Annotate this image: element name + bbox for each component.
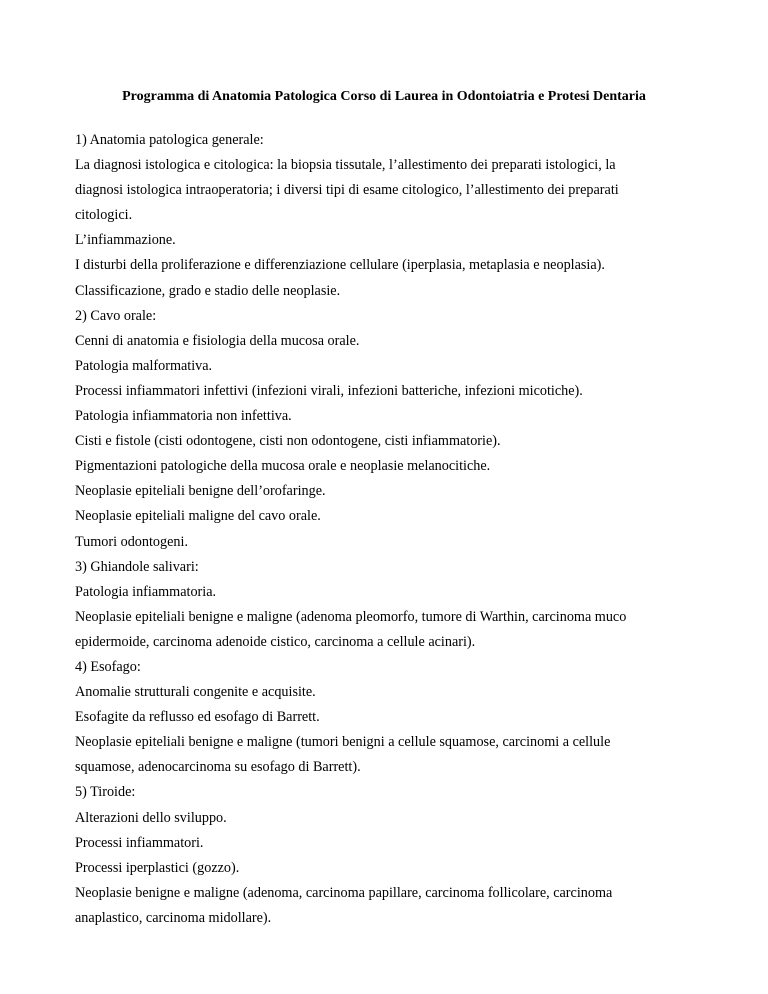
section-heading-esophagus: 4) Esofago: bbox=[75, 658, 141, 675]
body-line: Neoplasie epiteliali maligne del cavo orale. bbox=[75, 508, 321, 525]
body-line: Patologia infiammatoria. bbox=[75, 583, 217, 600]
body-line: I disturbi della proliferazione e differenziazione cellulare (iperplasia, metaplasia e neoplasia). bbox=[75, 257, 605, 274]
body-line: Pigmentazioni patologiche della mucosa orale e neoplasie melanocitiche. bbox=[75, 458, 491, 475]
body-line: Neoplasie epiteliali benigne e maligne (tumori benigni a cellule squamose, carcinomi a cellule bbox=[75, 734, 611, 751]
body-line: Neoplasie benigne e maligne (adenoma, carcinoma papillare, carcinoma follicolare, carcinoma bbox=[75, 884, 613, 901]
section-heading-oral-cavity: 2) Cavo orale: bbox=[75, 307, 157, 324]
body-line: Processi infiammatori. bbox=[75, 834, 204, 851]
body-line: Neoplasie epiteliali benigne dell’orofaringe. bbox=[75, 483, 326, 500]
body-line: Processi iperplastici (gozzo). bbox=[75, 859, 240, 876]
section-heading-salivary-glands: 3) Ghiandole salivari: bbox=[75, 558, 199, 575]
body-line: Cenni di anatomia e fisiologia della mucosa orale. bbox=[75, 332, 360, 349]
document-title: Programma di Anatomia Patologica Corso di Laurea in Odontoiatria e Protesi Dentaria bbox=[122, 89, 646, 104]
body-line: Classificazione, grado e stadio delle neoplasie. bbox=[75, 282, 341, 299]
document-body bbox=[75, 128, 715, 931]
body-line: Processi infiammatori infettivi (infezioni virali, infezioni batteriche, infezioni micotiche). bbox=[75, 382, 583, 399]
body-line: Neoplasie epiteliali benigne e maligne (adenoma pleomorfo, tumore di Warthin, carcinoma muco bbox=[75, 608, 627, 625]
body-line: anaplastico, carcinoma midollare). bbox=[75, 909, 272, 926]
section-heading-thyroid: 5) Tiroide: bbox=[75, 784, 136, 801]
body-line: Esofagite da reflusso ed esofago di Barrett. bbox=[75, 709, 320, 726]
body-line: citologici. bbox=[75, 207, 133, 224]
body-line: Anomalie strutturali congenite e acquisite. bbox=[75, 684, 316, 701]
body-line: squamose, adenocarcinoma su esofago di Barrett). bbox=[75, 759, 361, 776]
body-line: Alterazioni dello sviluppo. bbox=[75, 809, 227, 826]
body-line: Patologia infiammatoria non infettiva. bbox=[75, 408, 292, 425]
body-line: La diagnosi istologica e citologica: la biopsia tissutale, l’allestimento dei preparati istologici, la bbox=[75, 157, 616, 174]
body-line: L’infiammazione. bbox=[75, 232, 176, 249]
body-line: diagnosi istologica intraoperatoria; i diversi tipi di esame citologico, l’allestimento dei preparati bbox=[75, 182, 619, 199]
body-line: Patologia malformativa. bbox=[75, 357, 213, 374]
body-line: Tumori odontogeni. bbox=[75, 533, 188, 550]
body-line: Cisti e fistole (cisti odontogene, cisti non odontogene, cisti infiammatorie). bbox=[75, 433, 501, 450]
body-line: epidermoide, carcinoma adenoide cistico, carcinoma a cellule acinari). bbox=[75, 633, 476, 650]
section-heading-general: 1) Anatomia patologica generale: bbox=[75, 132, 264, 148]
